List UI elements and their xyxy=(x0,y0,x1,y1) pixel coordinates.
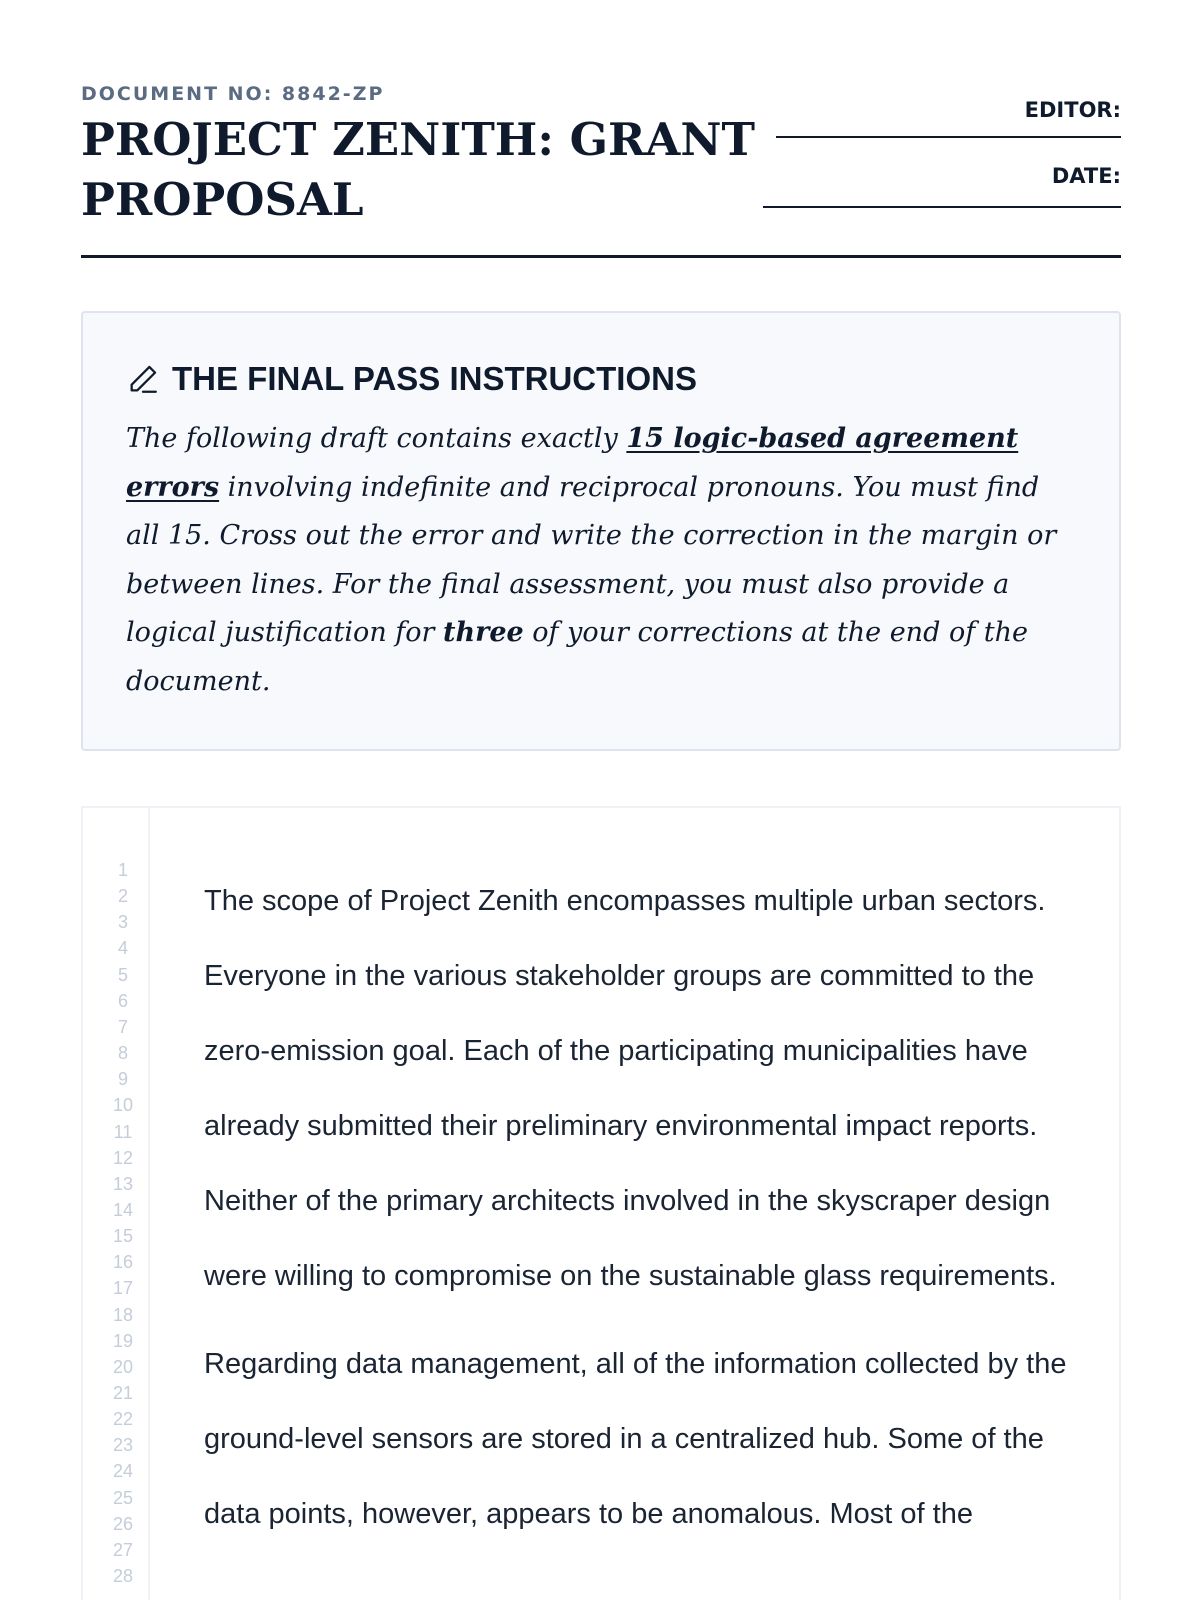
instructions-heading xyxy=(126,357,1077,401)
draft-paragraph: Regarding data management, all of the information collected by the ground-level sensors are stored in a centralized hub. Some of the data points, however, appears to be anomalous. Most of the xyxy=(204,1348,1067,1530)
line-number: 28 xyxy=(112,1566,134,1587)
line-number: 17 xyxy=(112,1278,134,1299)
instructions-title: THE FINAL PASS INSTRUCTIONS xyxy=(172,360,697,397)
instructions-text-part: of your corrections at the end of the document. xyxy=(126,617,1028,697)
line-number: 5 xyxy=(117,964,128,985)
line-number: 18 xyxy=(112,1304,134,1325)
line-number: 15 xyxy=(112,1226,134,1247)
date-label: DATE: xyxy=(1051,164,1121,188)
line-number: 10 xyxy=(112,1095,134,1116)
line-number: 20 xyxy=(112,1356,134,1377)
line-number: 22 xyxy=(112,1409,134,1430)
justification-count: three xyxy=(443,617,524,648)
draft-body[interactable] xyxy=(204,864,1084,1565)
line-number-gutter xyxy=(83,808,150,1600)
document-number: DOCUMENT NO: 8842-ZP xyxy=(81,83,385,105)
line-number: 12 xyxy=(112,1147,134,1168)
document-header xyxy=(81,82,1121,258)
line-number: 23 xyxy=(112,1435,134,1456)
draft-document xyxy=(81,806,1121,1600)
editor-date-block xyxy=(761,96,1121,228)
line-number: 26 xyxy=(112,1513,134,1534)
date-signature-line[interactable] xyxy=(763,206,1121,208)
editor-row xyxy=(761,96,1121,162)
line-number: 7 xyxy=(117,1016,128,1037)
line-number: 13 xyxy=(112,1173,134,1194)
pencil-icon xyxy=(126,362,160,396)
instructions-text-part: involving indefinite and reciprocal pronouns. You must find all 15. Cross out the error and write the correction in the margin or between lines. For the final assessment, you must also provide a logical justification for xyxy=(126,471,1057,648)
line-number: 11 xyxy=(113,1121,133,1142)
line-number: 1 xyxy=(117,860,128,880)
line-number: 27 xyxy=(112,1539,134,1560)
line-number: 3 xyxy=(117,912,128,933)
line-number: 21 xyxy=(112,1383,134,1403)
line-number: 4 xyxy=(117,938,128,959)
line-number: 8 xyxy=(117,1043,128,1064)
line-number: 9 xyxy=(117,1069,128,1090)
editor-signature-line[interactable] xyxy=(776,136,1121,138)
editor-label: EDITOR: xyxy=(1024,98,1121,122)
line-number: 25 xyxy=(112,1487,134,1508)
line-number: 2 xyxy=(117,886,128,907)
line-number: 16 xyxy=(112,1252,134,1273)
date-row xyxy=(761,162,1121,228)
line-number: 19 xyxy=(112,1330,134,1351)
draft-paragraph: The scope of Project Zenith encompasses multiple urban sectors. Everyone in the various stakeholder groups are committed to the zero-emission goal. Each of the participating municipalities have already submitted their preliminary environmental impact reports. Neither of the primary architects involved in the skyscraper design were willing to compromise on the sustainable glass requirements. xyxy=(204,885,1057,1292)
instructions-panel xyxy=(81,311,1121,751)
error-count-emphasis: 15 logic-based agreement errors xyxy=(126,423,1019,503)
instructions-text xyxy=(126,415,1076,706)
line-number: 6 xyxy=(117,990,128,1011)
line-number: 14 xyxy=(112,1199,134,1220)
page-title: PROJECT ZENITH: GRANT PROPOSAL xyxy=(81,113,755,226)
instructions-text-part: The following draft contains exactly xyxy=(126,423,627,454)
line-number: 24 xyxy=(112,1461,134,1482)
